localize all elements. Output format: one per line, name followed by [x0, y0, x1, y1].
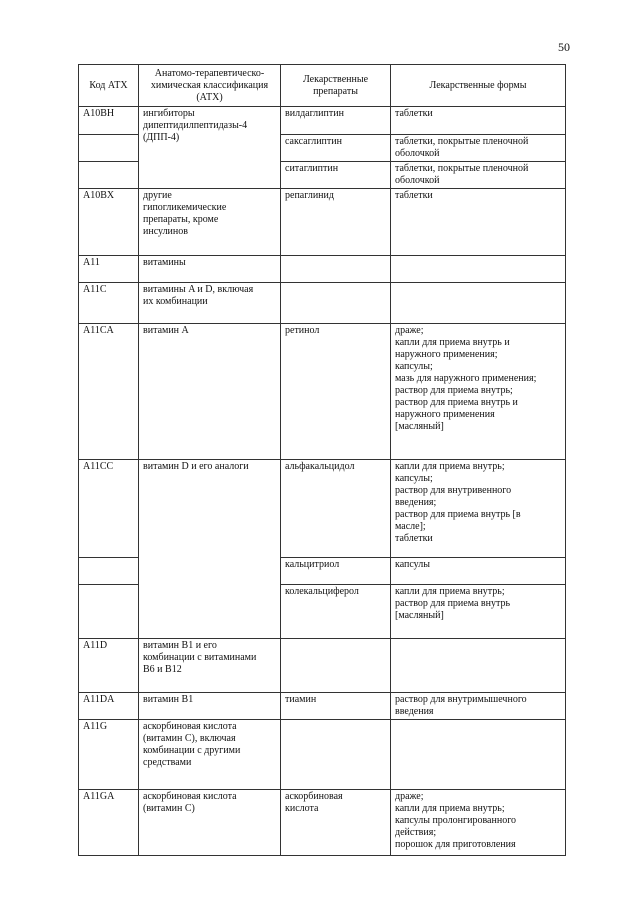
atx-classification: витамины A и D, включая их комбинации — [139, 283, 281, 324]
drug-name: ретинол — [281, 324, 391, 460]
table-row — [79, 720, 566, 790]
atx-code: A11DA — [79, 693, 139, 720]
table-row — [79, 639, 566, 693]
dosage-forms: драже; капли для приема внутрь; капсулы пролонгированного действия; порошок для приготовления — [391, 790, 566, 856]
table-row — [79, 693, 566, 720]
atx-code — [79, 135, 139, 162]
atx-code: A11 — [79, 256, 139, 283]
drug-name — [281, 639, 391, 693]
atx-classification: аскорбиновая кислота (витамин C), включая комбинации с другими средствами — [139, 720, 281, 790]
dosage-forms: капсулы — [391, 558, 566, 585]
table-row — [79, 256, 566, 283]
header-atx-classification: Анатомо-терапевтическо-химическая классификация (АТХ) — [139, 65, 281, 107]
atx-code — [79, 585, 139, 639]
drug-name — [281, 720, 391, 790]
dosage-forms — [391, 283, 566, 324]
dosage-forms: таблетки — [391, 107, 566, 135]
table-row — [79, 790, 566, 856]
atx-code: A11D — [79, 639, 139, 693]
drug-name: саксаглиптин — [281, 135, 391, 162]
atx-classification: другие гипогликемические препараты, кроме инсулинов — [139, 189, 281, 256]
drug-name — [281, 256, 391, 283]
atx-classification: витамин B1 и его комбинации с витаминами B6 и B12 — [139, 639, 281, 693]
atx-classification: витамин D и его аналоги — [139, 460, 281, 639]
dosage-forms: таблетки — [391, 189, 566, 256]
dosage-forms: таблетки, покрытые пленочной оболочкой — [391, 162, 566, 189]
atx-classification: витамин A — [139, 324, 281, 460]
atx-code — [79, 162, 139, 189]
header-dosage-forms: Лекарственные формы — [391, 65, 566, 107]
atx-code: A11C — [79, 283, 139, 324]
atx-code: A11CA — [79, 324, 139, 460]
dosage-forms: капли для приема внутрь; раствор для приема внутрь [масляный] — [391, 585, 566, 639]
atx-classification: ингибиторы дипептидилпептидазы-4 (ДПП-4) — [139, 107, 281, 189]
atx-code: A11CC — [79, 460, 139, 558]
dosage-forms — [391, 256, 566, 283]
atx-code: A10BX — [79, 189, 139, 256]
table-header-row — [79, 65, 566, 107]
drug-name: аскорбиновая кислота — [281, 790, 391, 856]
header-drugs: Лекарственные препараты — [281, 65, 391, 107]
atx-code — [79, 558, 139, 585]
page-number: 50 — [558, 40, 570, 54]
atx-code: A11G — [79, 720, 139, 790]
drug-name: колекальциферол — [281, 585, 391, 639]
atx-code: A11GA — [79, 790, 139, 856]
table-row — [79, 283, 566, 324]
atx-classification: витамины — [139, 256, 281, 283]
header-atx-code: Код АТХ — [79, 65, 139, 107]
atx-code: A10BH — [79, 107, 139, 135]
drug-name: ситаглиптин — [281, 162, 391, 189]
dosage-forms: таблетки, покрытые пленочной оболочкой — [391, 135, 566, 162]
dosage-forms: драже; капли для приема внутрь и наружного применения; капсулы; мазь для наружного применения; раствор для приема внутрь; раствор для приема внутрь и наружного применения [масляный] — [391, 324, 566, 460]
drug-name — [281, 283, 391, 324]
table-row — [79, 107, 566, 135]
table-row — [79, 324, 566, 460]
dosage-forms: раствор для внутримышечного введения — [391, 693, 566, 720]
table-row — [79, 460, 566, 558]
table-row — [79, 189, 566, 256]
drug-name: вилдаглиптин — [281, 107, 391, 135]
dosage-forms: капли для приема внутрь; капсулы; раствор для внутривенного введения; раствор для приема внутрь [в масле]; таблетки — [391, 460, 566, 558]
drug-name: кальцитриол — [281, 558, 391, 585]
atx-classification: аскорбиновая кислота (витамин C) — [139, 790, 281, 856]
dosage-forms — [391, 639, 566, 693]
atx-drug-table — [78, 64, 566, 856]
drug-name: альфакальцидол — [281, 460, 391, 558]
atx-classification: витамин B1 — [139, 693, 281, 720]
drug-name: тиамин — [281, 693, 391, 720]
drug-name: репаглинид — [281, 189, 391, 256]
dosage-forms — [391, 720, 566, 790]
